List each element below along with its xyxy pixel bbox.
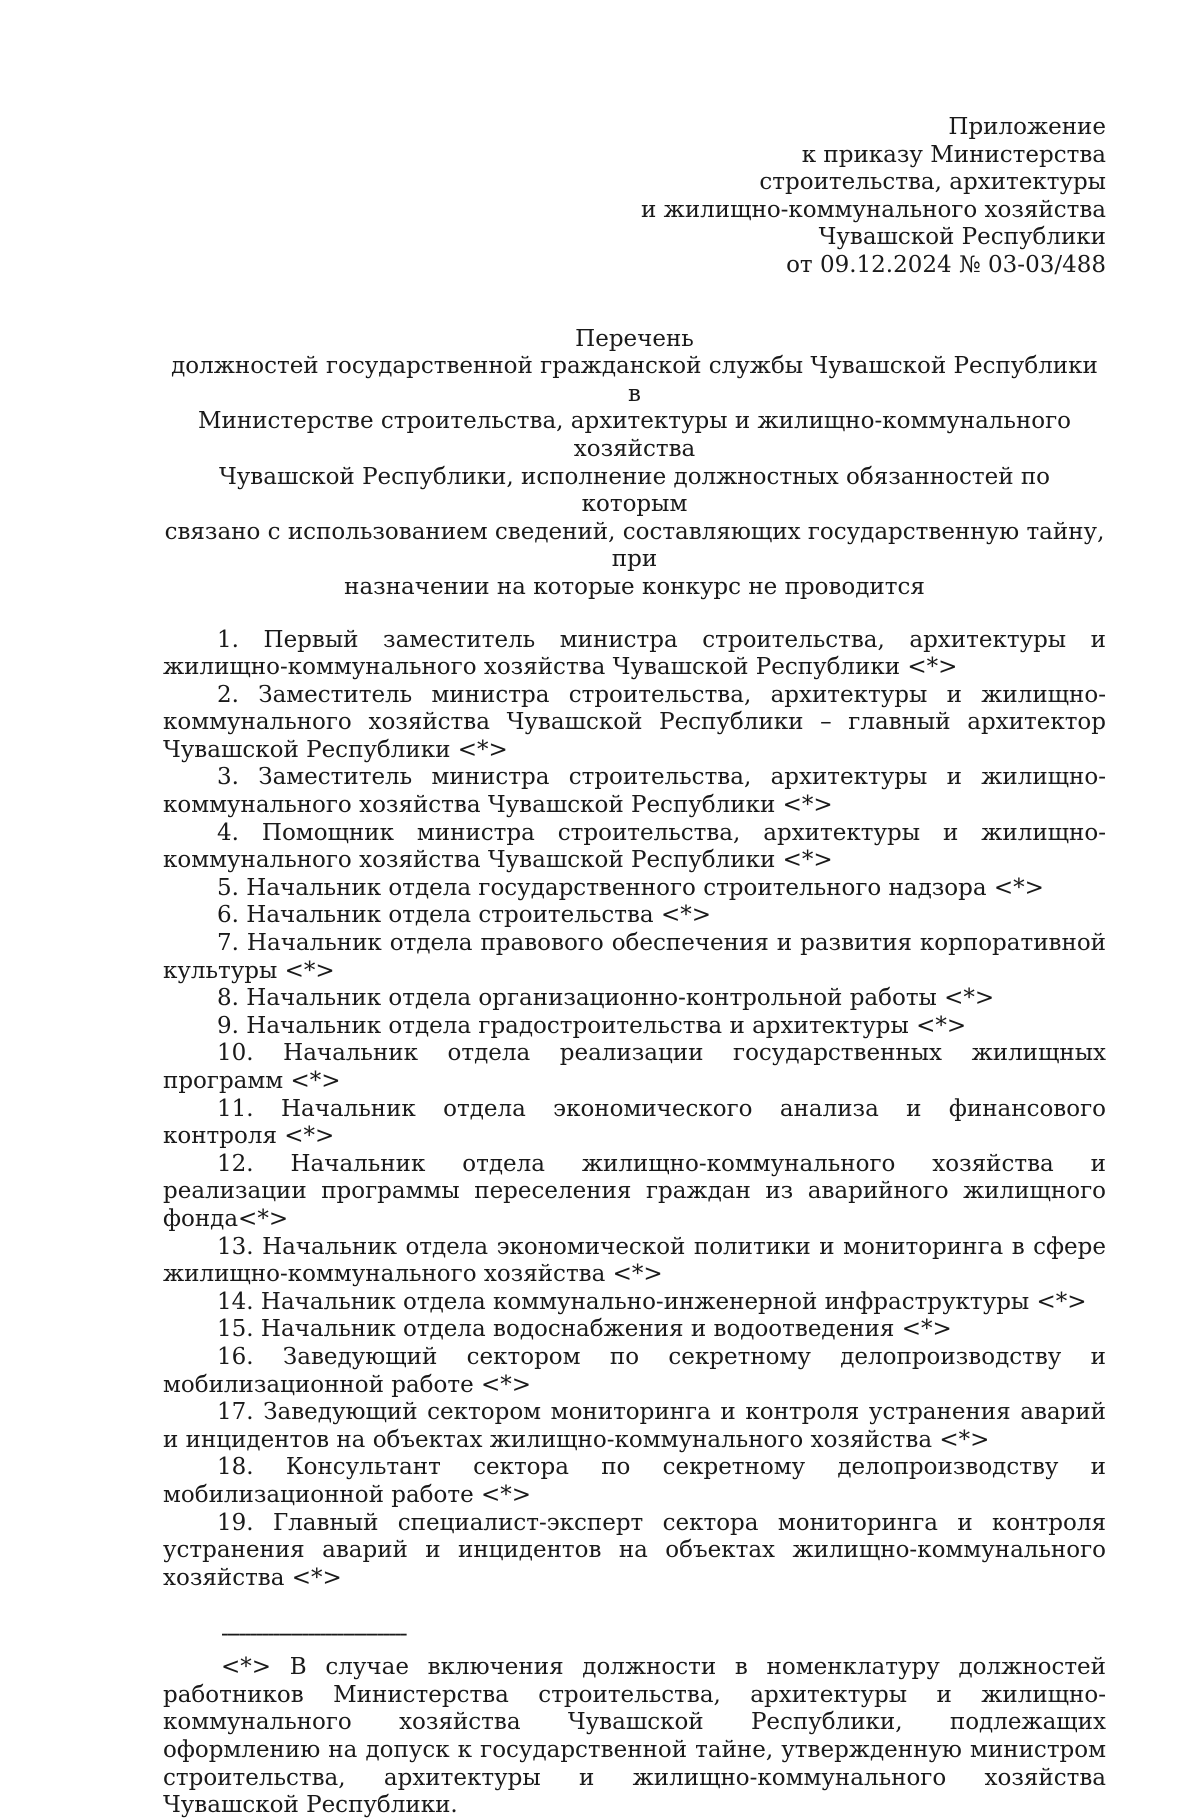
list-item: 19. Главный специалист-эксперт сектора мониторинга и контроля устранения аварий и инцидентов на объектах жилищно-коммунального хозяйства <*>: [163, 1509, 1106, 1591]
title-line: назначении на которые конкурс не проводится: [344, 573, 925, 600]
list-item: 12. Начальник отдела жилищно-коммунального хозяйства и реализации программы переселения граждан из аварийного жилищного фонда<*>: [163, 1150, 1106, 1232]
title-line: Министерстве строительства, архитектуры и жилищно-коммунального хозяйства: [197, 408, 1072, 462]
list-item: 14. Начальник отдела коммунально-инженерной инфраструктуры <*>: [217, 1288, 1087, 1315]
list-item: 17. Заведующий сектором мониторинга и контроля устранения аварий и инцидентов на объектах жилищно-коммунального хозяйства <*>: [163, 1399, 1106, 1453]
list-item: 13. Начальник отдела экономической политики и мониторинга в сфере жилищно-коммунального хозяйства <*>: [163, 1233, 1106, 1288]
title-heading: Перечень: [575, 325, 694, 352]
list-item: 11. Начальник отдела экономического анализа и финансового контроля <*>: [163, 1095, 1106, 1150]
list-item: 8. Начальник отдела организационно-контрольной работы <*>: [217, 985, 995, 1012]
list-item: 7. Начальник отдела правового обеспечения и развития корпоративной культуры <*>: [163, 930, 1106, 984]
title-line: связано с использованием сведений, составляющих государственную тайну, при: [164, 518, 1105, 573]
list-item: 2. Заместитель министра строительства, архитектуры и жилищно-коммунального хозяйства Чувашской Республики – главный архитектор Чувашской Республики <*>: [163, 681, 1106, 763]
approval-line: Приложение: [948, 114, 1106, 140]
list-item: 10. Начальник отдела реализации государственных жилищных программ <*>: [163, 1040, 1106, 1094]
title-line: Чувашской Республики, исполнение должностных обязанностей по которым: [218, 463, 1051, 518]
list-item: 18. Консультант сектора по секретному делопроизводству и мобилизационной работе <*>: [163, 1454, 1106, 1508]
positions-list: [163, 627, 1106, 1593]
list-item: 5. Начальник отдела государственного строительного надзора <*>: [217, 874, 1044, 901]
approval-date-number: от 09.12.2024 № 03-03/488: [786, 251, 1106, 278]
list-item: 1. Первый заместитель министра строительства, архитектуры и жилищно-коммунального хозяйства Чувашской Республики <*>: [163, 626, 1106, 681]
footnote: [163, 1621, 1106, 1820]
approval-line: и жилищно-коммунального хозяйства: [641, 196, 1106, 223]
title-line: должностей государственной гражданской службы Чувашской Республики в: [171, 353, 1098, 407]
list-item: 9. Начальник отдела градостроительства и архитектуры <*>: [217, 1012, 967, 1039]
approval-line: Чувашской Республики: [818, 224, 1106, 251]
document-page: [163, 114, 1106, 1820]
list-item: 6. Начальник отдела строительства <*>: [217, 902, 711, 929]
list-item: 3. Заместитель министра строительства, архитектуры и жилищно-коммунального хозяйства Чувашской Республики <*>: [163, 764, 1106, 819]
approval-block: [163, 114, 1106, 280]
list-item: 4. Помощник министра строительства, архитектуры и жилищно-коммунального хозяйства Чувашской Республики <*>: [163, 819, 1106, 874]
list-item: 15. Начальник отдела водоснабжения и водоотведения <*>: [217, 1316, 952, 1343]
footnote-divider: --------------------------------: [221, 1621, 406, 1648]
footnote-text: <*> В случае включения должности в номенклатуру должностей работников Министерства строительства, архитектуры и жилищно-коммунального хозяйства Чувашской Республики, подлежащих оформлению на допуск к государственной тайне, утвержденную министром строительства, архитектуры и жилищно-коммунального хозяйства Чувашской Республики.: [163, 1654, 1106, 1819]
approval-line: к приказу Министерства: [801, 141, 1106, 168]
document-title: [163, 326, 1106, 602]
list-item: 16. Заведующий сектором по секретному делопроизводству и мобилизационной работе <*>: [163, 1343, 1106, 1398]
approval-line: строительства, архитектуры: [759, 169, 1106, 196]
